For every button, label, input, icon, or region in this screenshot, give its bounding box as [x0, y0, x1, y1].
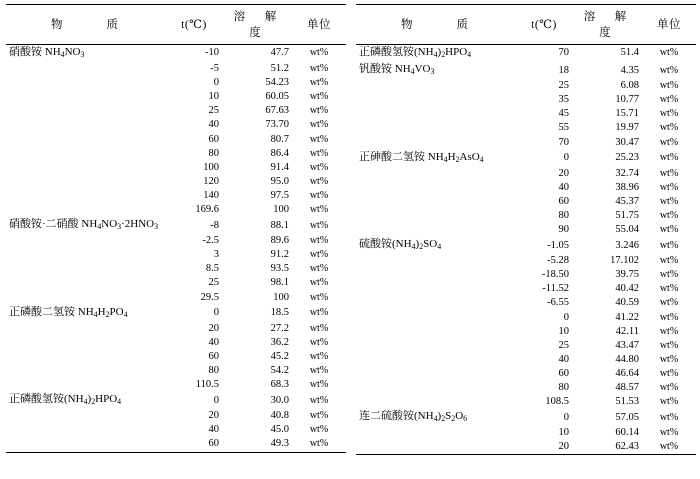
cell-substance: 连二硫酸铵$(NH_4)_2S_2O_6$ — [359, 410, 468, 424]
cell-temperature: 80 — [208, 364, 219, 376]
table-row — [356, 93, 696, 107]
cell-solubility: 38.96 — [615, 181, 639, 193]
right-table-wrapper — [356, 4, 696, 479]
cell-substance — [6, 76, 166, 90]
cell-temperature: 70 — [558, 136, 569, 148]
table-row — [6, 234, 346, 248]
cell-unit: wt% — [659, 47, 679, 59]
cell-substance — [6, 364, 166, 378]
table-row — [356, 296, 696, 310]
cell-substance — [356, 426, 516, 440]
cell-temperature: 40 — [208, 119, 219, 131]
cell-solubility: 49.3 — [222, 437, 292, 452]
cell-unit: wt% — [659, 64, 679, 76]
cell-temperature: -10 — [205, 47, 219, 59]
cell-temperature: 40 — [558, 181, 569, 193]
table-row — [356, 223, 696, 237]
table-row — [356, 62, 696, 79]
cell-substance — [6, 409, 166, 423]
cell-temperature: 80 — [208, 147, 219, 159]
cell-temperature: -6.55 — [547, 297, 569, 309]
cell-temperature: 90 — [558, 224, 569, 236]
cell-substance — [356, 268, 516, 282]
cell-unit: wt% — [659, 353, 679, 365]
cell-solubility: 47.7 — [270, 47, 289, 59]
cell-temperature: 40 — [208, 336, 219, 348]
cell-substance — [356, 79, 516, 93]
cell-solubility: 54.2 — [270, 364, 289, 376]
cell-unit: wt% — [309, 235, 329, 247]
cell-solubility: 97.5 — [270, 189, 289, 201]
cell-unit: wt% — [659, 283, 679, 295]
cell-temperature: 0 — [213, 394, 219, 406]
cell-solubility: 91.4 — [270, 161, 289, 173]
cell-substance — [6, 203, 166, 217]
cell-solubility: 57.05 — [615, 411, 639, 423]
table-row — [6, 423, 346, 437]
cell-substance — [356, 93, 516, 107]
cell-substance — [356, 223, 516, 237]
cell-substance — [6, 423, 166, 437]
left-table-wrapper — [6, 4, 346, 479]
table-row — [6, 322, 346, 336]
cell-substance — [6, 189, 166, 203]
cell-solubility: 98.1 — [270, 277, 289, 289]
cell-temperature: 60 — [166, 437, 222, 452]
cell-solubility: 43.47 — [615, 339, 639, 351]
cell-substance — [356, 367, 516, 381]
cell-unit: wt% — [309, 249, 329, 261]
cell-substance — [356, 209, 516, 223]
cell-temperature: 0 — [213, 77, 219, 89]
cell-unit: wt% — [659, 239, 679, 251]
table-row — [356, 79, 696, 93]
table-row — [6, 76, 346, 90]
table-row — [356, 237, 696, 254]
cell-temperature: 108.5 — [545, 396, 569, 408]
header-row — [356, 5, 696, 45]
table-row — [356, 181, 696, 195]
cell-unit: wt% — [659, 297, 679, 309]
cell-temperature: -18.50 — [541, 269, 569, 281]
cell-unit: wt% — [309, 322, 329, 334]
table-row — [6, 364, 346, 378]
table-row — [356, 209, 696, 223]
cell-unit: wt% — [309, 63, 329, 75]
cell-temperature: 3 — [213, 249, 219, 261]
cell-substance — [356, 353, 516, 367]
table-header-right — [356, 5, 696, 45]
table-row — [356, 268, 696, 282]
table-row — [6, 437, 346, 452]
cell-temperature: 0 — [563, 311, 569, 323]
cell-solubility: 68.3 — [270, 379, 289, 391]
cell-solubility: 27.2 — [270, 322, 289, 334]
cell-substance — [356, 107, 516, 121]
cell-unit: wt% — [292, 437, 346, 452]
cell-unit: wt% — [659, 167, 679, 179]
cell-solubility: 40.8 — [270, 410, 289, 422]
cell-solubility: 30.47 — [615, 136, 639, 148]
cell-substance — [6, 262, 166, 276]
cell-unit: wt% — [309, 219, 329, 231]
cell-temperature: 40 — [558, 353, 569, 365]
cell-substance: 正磷酸氢铵$(NH_4)_2HPO_4$ — [9, 393, 122, 407]
cell-substance — [6, 161, 166, 175]
cell-temperature: 10 — [558, 427, 569, 439]
table-row — [6, 291, 346, 305]
cell-substance — [6, 336, 166, 350]
table-row — [356, 254, 696, 268]
cell-unit: wt% — [309, 394, 329, 406]
table-row — [356, 367, 696, 381]
table-row — [6, 90, 346, 104]
cell-unit: wt% — [309, 175, 329, 187]
table-row — [356, 395, 696, 409]
cell-temperature: -11.52 — [542, 283, 569, 295]
cell-solubility: 48.57 — [615, 382, 639, 394]
cell-unit: wt% — [309, 364, 329, 376]
cell-substance: 正磷酸二氢铵 $NH_4H_2PO_4$ — [9, 305, 128, 319]
cell-unit: wt% — [659, 94, 679, 106]
cell-unit: wt% — [309, 161, 329, 173]
table-row — [356, 426, 696, 440]
cell-solubility: 4.35 — [620, 64, 639, 76]
cell-solubility: 10.77 — [615, 94, 639, 106]
cell-temperature: 55 — [558, 122, 569, 134]
cell-solubility: 41.22 — [615, 311, 639, 323]
cell-substance — [6, 118, 166, 132]
cell-temperature: 60 — [558, 195, 569, 207]
cell-substance — [356, 254, 516, 268]
cell-temperature: 80 — [558, 382, 569, 394]
column-header-temperature: t(℃) — [516, 5, 572, 45]
table-row — [356, 311, 696, 325]
cell-solubility: 17.102 — [610, 255, 639, 267]
cell-unit: wt% — [659, 80, 679, 92]
cell-substance — [6, 90, 166, 104]
cell-temperature: 10 — [558, 325, 569, 337]
cell-solubility: 86.4 — [270, 147, 289, 159]
cell-unit: wt% — [309, 307, 329, 319]
table-row — [6, 262, 346, 276]
cell-temperature: 35 — [558, 94, 569, 106]
cell-temperature: 45 — [558, 108, 569, 120]
table-row — [6, 203, 346, 217]
cell-solubility: 40.42 — [615, 283, 639, 295]
cell-substance — [6, 291, 166, 305]
cell-substance — [6, 350, 166, 364]
table-row — [356, 409, 696, 426]
cell-unit: wt% — [309, 410, 329, 422]
cell-temperature: 25 — [558, 80, 569, 92]
cell-temperature: 18 — [558, 64, 569, 76]
cell-unit: wt% — [309, 424, 329, 436]
cell-temperature: 70 — [558, 47, 569, 59]
cell-temperature: 20 — [208, 410, 219, 422]
table-row — [6, 305, 346, 322]
cell-substance — [356, 296, 516, 310]
column-header-unit: 单位 — [292, 5, 346, 45]
cell-unit: wt% — [659, 136, 679, 148]
cell-unit: wt% — [309, 77, 329, 89]
cell-solubility: 54.23 — [265, 77, 289, 89]
cell-unit: wt% — [309, 291, 329, 303]
cell-solubility: 80.7 — [270, 133, 289, 145]
cell-temperature: 8.5 — [205, 263, 219, 275]
cell-unit: wt% — [659, 269, 679, 281]
cell-substance — [356, 339, 516, 353]
cell-unit: wt% — [309, 336, 329, 348]
cell-solubility: 46.64 — [615, 367, 639, 379]
cell-temperature: 40 — [208, 424, 219, 436]
cell-solubility: 88.1 — [270, 219, 289, 231]
cell-substance: 正磷酸氢铵$(NH_4)_2HPO_4$ — [359, 46, 472, 59]
table-row — [356, 167, 696, 181]
cell-substance — [356, 440, 516, 455]
cell-temperature: 29.5 — [200, 291, 219, 303]
cell-substance — [356, 167, 516, 181]
cell-temperature: 20 — [208, 322, 219, 334]
cell-solubility: 6.08 — [620, 80, 639, 92]
table-row — [6, 336, 346, 350]
cell-temperature: 25 — [558, 339, 569, 351]
cell-temperature: -2.5 — [202, 235, 219, 247]
cell-temperature: 0 — [213, 307, 219, 319]
cell-unit: wt% — [309, 277, 329, 289]
cell-substance — [356, 181, 516, 195]
cell-substance — [6, 104, 166, 118]
cell-solubility: 73.70 — [265, 119, 289, 131]
cell-solubility: 67.63 — [265, 105, 289, 117]
cell-unit: wt% — [659, 382, 679, 394]
table-header-left — [6, 5, 346, 45]
cell-solubility: 62.43 — [572, 440, 642, 455]
cell-unit: wt% — [309, 379, 329, 391]
column-header-solubility: 溶 解 度 — [572, 5, 642, 45]
cell-temperature: 110.5 — [195, 379, 219, 391]
table-row — [356, 325, 696, 339]
cell-temperature: 25 — [208, 277, 219, 289]
cell-substance — [6, 62, 166, 76]
table-body-right — [356, 45, 696, 455]
cell-solubility: 45.37 — [615, 195, 639, 207]
cell-temperature: 20 — [516, 440, 572, 455]
table-row — [6, 118, 346, 132]
cell-substance — [6, 175, 166, 189]
table-row — [356, 339, 696, 353]
cell-unit: wt% — [309, 105, 329, 117]
cell-substance — [356, 395, 516, 409]
cell-unit: wt% — [659, 152, 679, 164]
cell-unit: wt% — [309, 133, 329, 145]
cell-temperature: 100 — [203, 161, 219, 173]
table-row — [6, 161, 346, 175]
table-row — [356, 136, 696, 150]
cell-substance — [6, 234, 166, 248]
cell-substance: 正砷酸二氢铵 $NH_4H_2AsO_4$ — [359, 150, 484, 164]
table-row — [6, 104, 346, 118]
cell-unit: wt% — [659, 339, 679, 351]
cell-temperature: 169.6 — [195, 204, 219, 215]
cell-solubility: 93.5 — [270, 263, 289, 275]
column-header-unit: 单位 — [642, 5, 696, 45]
cell-solubility: 51.75 — [615, 209, 639, 221]
cell-unit: wt% — [659, 411, 679, 423]
cell-substance: 硝酸铵 $NH_4NO_3$ — [9, 46, 85, 59]
cell-solubility: 45.2 — [270, 350, 289, 362]
table-row — [6, 276, 346, 290]
cell-unit: wt% — [659, 195, 679, 207]
cell-substance — [6, 276, 166, 290]
cell-solubility: 60.14 — [615, 427, 639, 439]
cell-temperature: 60 — [208, 133, 219, 145]
table-row — [6, 133, 346, 147]
cell-solubility: 30.0 — [270, 394, 289, 406]
table-row — [356, 353, 696, 367]
cell-substance — [356, 282, 516, 296]
cell-temperature: -5 — [210, 63, 219, 75]
cell-solubility: 39.75 — [615, 269, 639, 281]
cell-solubility: 100 — [273, 291, 289, 303]
cell-substance — [356, 311, 516, 325]
table-row — [6, 189, 346, 203]
cell-temperature: 80 — [558, 209, 569, 221]
cell-solubility: 55.04 — [615, 224, 639, 236]
cell-solubility: 44.80 — [615, 353, 639, 365]
cell-unit: wt% — [659, 367, 679, 379]
table-body-left — [6, 45, 346, 453]
cell-unit: wt% — [309, 119, 329, 131]
cell-solubility: 25.23 — [615, 152, 639, 164]
cell-substance: 硝酸铵·二硝酸 $NH_4NO_3\cdot 2HNO_3$ — [9, 218, 159, 232]
cell-solubility: 18.5 — [270, 307, 289, 319]
cell-substance — [6, 248, 166, 262]
column-header-substance: 物 质 — [6, 5, 166, 45]
cell-solubility: 60.05 — [265, 91, 289, 103]
cell-solubility: 91.2 — [270, 249, 289, 261]
cell-substance — [356, 121, 516, 135]
table-row — [6, 248, 346, 262]
cell-unit: wt% — [659, 108, 679, 120]
cell-unit: wt% — [309, 204, 329, 215]
table-row — [356, 282, 696, 296]
cell-temperature: 25 — [208, 105, 219, 117]
table-row — [6, 62, 346, 76]
cell-solubility: 42.11 — [615, 325, 639, 337]
cell-substance — [356, 136, 516, 150]
table-row — [6, 350, 346, 364]
cell-substance — [6, 133, 166, 147]
cell-temperature: 140 — [203, 189, 219, 201]
cell-solubility: 100 — [273, 204, 289, 215]
cell-unit: wt% — [309, 189, 329, 201]
cell-unit: wt% — [659, 325, 679, 337]
table-row — [356, 150, 696, 167]
cell-temperature: 60 — [558, 367, 569, 379]
cell-substance — [356, 195, 516, 209]
cell-solubility: 40.59 — [615, 297, 639, 309]
column-header-solubility: 溶 解 度 — [222, 5, 292, 45]
cell-unit: wt% — [309, 91, 329, 103]
table-row — [356, 440, 696, 455]
cell-unit: wt% — [659, 311, 679, 323]
solubility-table-right — [356, 4, 696, 455]
column-header-temperature: t(℃) — [166, 5, 222, 45]
cell-substance — [6, 147, 166, 161]
table-row — [6, 45, 346, 63]
table-row — [356, 45, 696, 63]
cell-solubility: 51.4 — [620, 47, 639, 59]
cell-substance — [6, 322, 166, 336]
cell-substance: 硫酸铵$(NH_4)_2SO_4$ — [359, 238, 442, 252]
cell-solubility: 51.2 — [270, 63, 289, 75]
cell-unit: wt% — [309, 147, 329, 159]
cell-unit: wt% — [659, 255, 679, 267]
cell-temperature: -8 — [210, 219, 219, 231]
cell-unit: wt% — [309, 350, 329, 362]
cell-unit: wt% — [659, 209, 679, 221]
cell-temperature: 0 — [563, 411, 569, 423]
solubility-table-left — [6, 4, 346, 453]
cell-temperature: 20 — [558, 167, 569, 179]
cell-unit: wt% — [659, 181, 679, 193]
cell-temperature: -5.28 — [547, 255, 569, 267]
table-row — [6, 378, 346, 392]
table-row — [356, 195, 696, 209]
table-row — [356, 381, 696, 395]
table-row — [356, 107, 696, 121]
cell-temperature: 10 — [208, 91, 219, 103]
cell-unit: wt% — [659, 224, 679, 236]
cell-temperature: 120 — [203, 175, 219, 187]
cell-substance — [6, 437, 166, 452]
cell-unit: wt% — [659, 122, 679, 134]
cell-solubility: 95.0 — [270, 175, 289, 187]
table-row — [6, 409, 346, 423]
cell-temperature: 0 — [563, 152, 569, 164]
table-row — [6, 175, 346, 189]
table-row — [6, 147, 346, 161]
cell-unit: wt% — [309, 263, 329, 275]
cell-substance — [6, 378, 166, 392]
cell-substance — [356, 325, 516, 339]
cell-solubility: 32.74 — [615, 167, 639, 179]
cell-substance: 钒酸铵 $NH_4VO_3$ — [359, 63, 435, 77]
column-header-substance: 物 质 — [356, 5, 516, 45]
cell-unit: wt% — [659, 427, 679, 439]
cell-temperature: 60 — [208, 350, 219, 362]
cell-solubility: 3.246 — [615, 239, 639, 251]
cell-solubility: 15.71 — [615, 108, 639, 120]
table-row — [6, 217, 346, 234]
header-row — [6, 5, 346, 45]
cell-unit: wt% — [309, 47, 329, 59]
cell-solubility: 19.97 — [615, 122, 639, 134]
cell-solubility: 36.2 — [270, 336, 289, 348]
cell-unit: wt% — [642, 440, 696, 455]
table-row — [6, 392, 346, 409]
cell-solubility: 51.53 — [615, 396, 639, 408]
table-row — [356, 121, 696, 135]
cell-temperature: -1.05 — [547, 239, 569, 251]
cell-unit: wt% — [659, 396, 679, 408]
cell-solubility: 45.0 — [270, 424, 289, 436]
cell-solubility: 89.6 — [270, 235, 289, 247]
cell-substance — [356, 381, 516, 395]
